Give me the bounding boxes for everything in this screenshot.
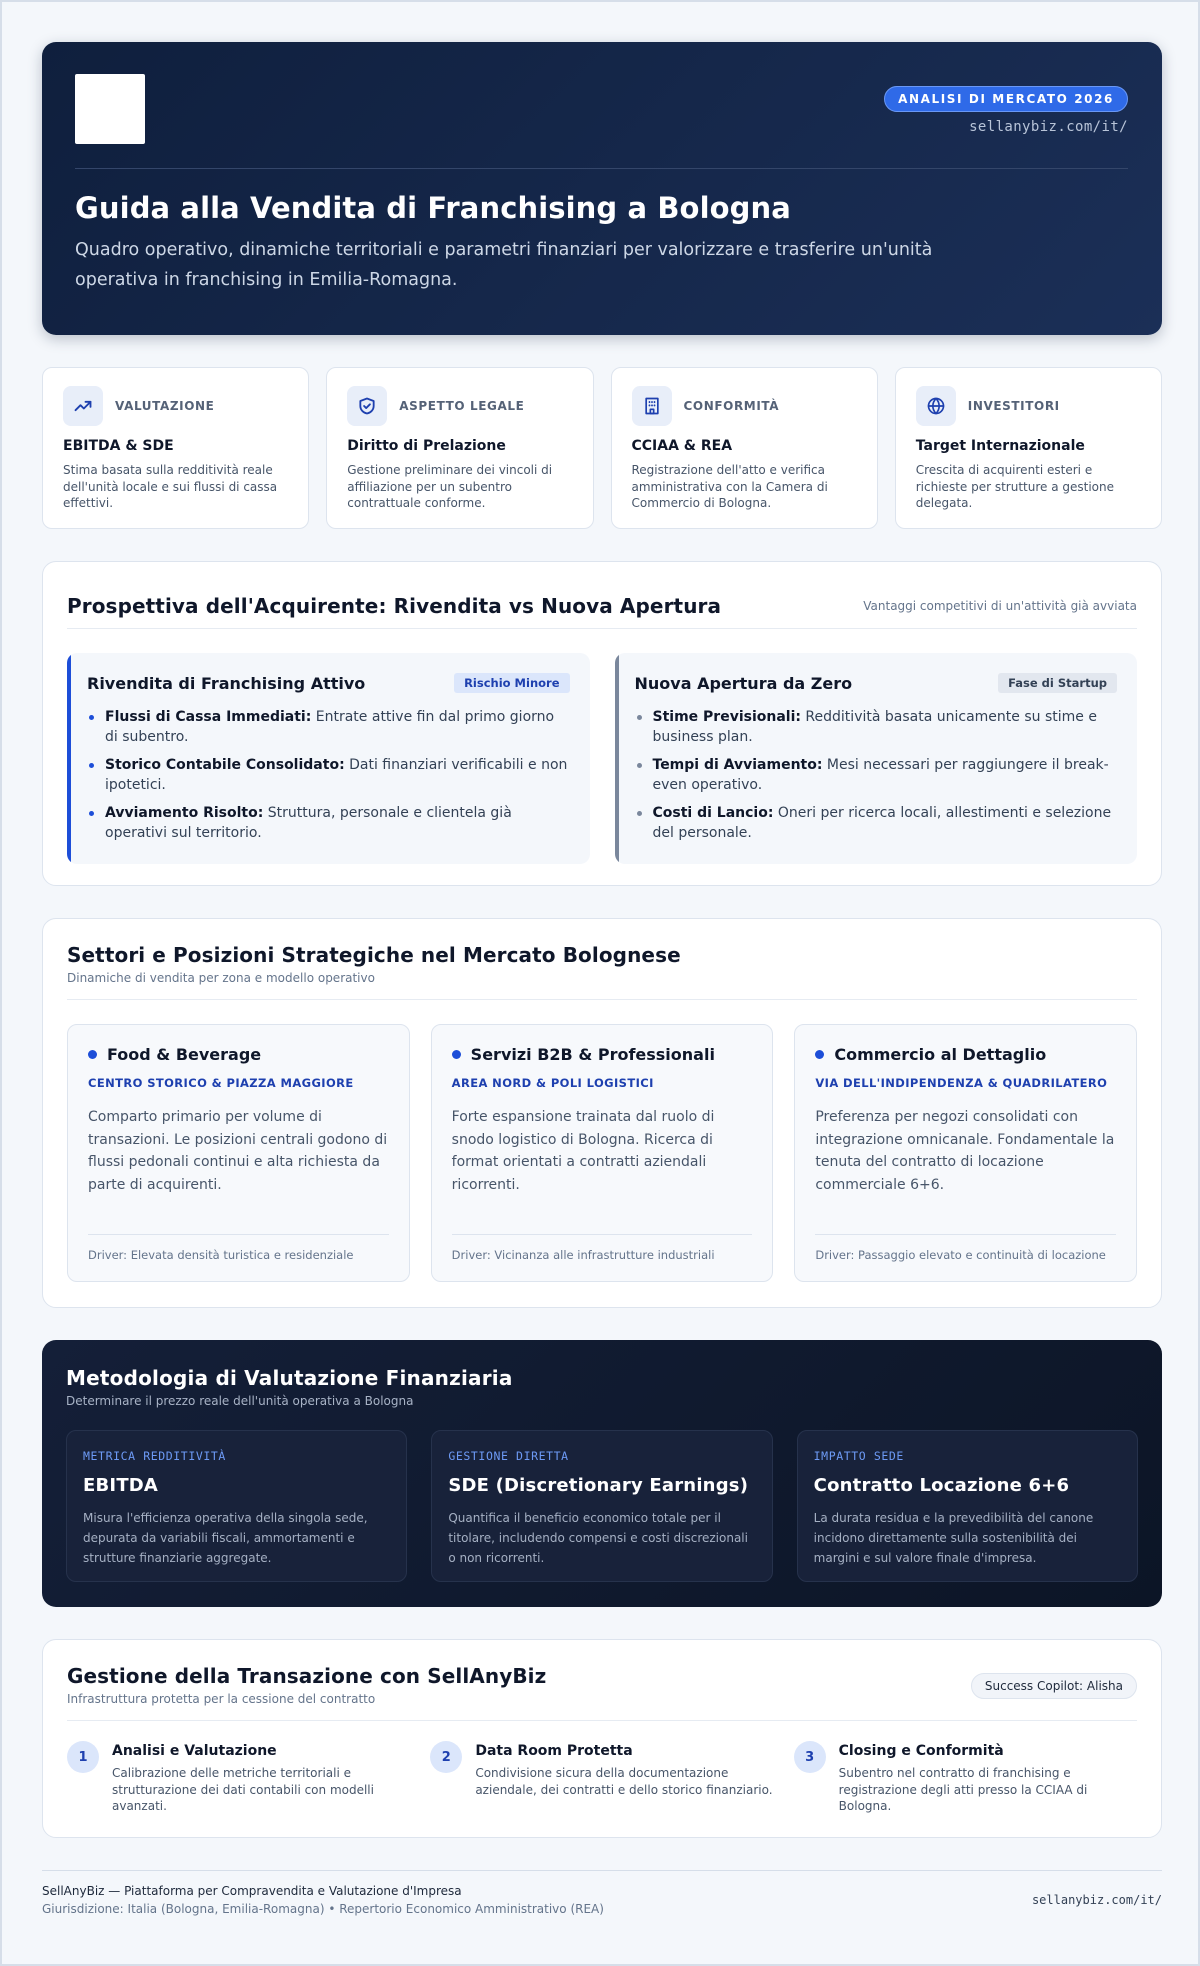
building-icon bbox=[632, 386, 672, 426]
step-title: Closing e Conformità bbox=[838, 1743, 1004, 1759]
method-description: Quantifica il beneficio economico totale per il titolare, includendo compensi e costi discrezionali o non ricorrenti. bbox=[448, 1511, 748, 1565]
list-item: Stime Previsionali: Redditività basata unicamente su stime e business plan. bbox=[635, 707, 1118, 747]
methodology-panel bbox=[42, 1340, 1162, 1607]
success-copilot-badge: Success Copilot: Alisha bbox=[971, 1673, 1137, 1699]
transaction-steps bbox=[67, 1741, 1137, 1815]
bullet-dot bbox=[815, 1050, 824, 1059]
sector-title: Commercio al Dettaglio bbox=[834, 1045, 1047, 1064]
column-title: Nuova Apertura da Zero bbox=[634, 673, 853, 693]
footer bbox=[42, 1884, 1162, 1916]
method-card-sde bbox=[431, 1430, 772, 1582]
step-number: 3 bbox=[794, 1741, 826, 1773]
feature-description: Gestione preliminare dei vincoli di affiliazione per un subentro contrattuale conforme. bbox=[347, 463, 553, 510]
sector-title: Servizi B2B & Professionali bbox=[470, 1045, 715, 1064]
section-divider bbox=[67, 628, 1137, 629]
section-divider bbox=[67, 999, 1137, 1000]
section-subtitle: Infrastruttura protetta per la cessione del contratto bbox=[67, 1692, 376, 1706]
feature-category: VALUTAZIONE bbox=[115, 399, 215, 413]
risk-list bbox=[635, 707, 1118, 843]
step-description: Calibrazione delle metriche territoriali e strutturazione dei dati contabili con modelli avanzati. bbox=[112, 1766, 374, 1813]
hero-divider bbox=[75, 168, 1128, 169]
feature-card-investitori bbox=[895, 367, 1162, 529]
list-item: Flussi di Cassa Immediati: Entrate attive fin dal primo giorno di subentro. bbox=[87, 707, 570, 747]
transaction-panel bbox=[42, 1639, 1162, 1838]
feature-category: INVESTITORI bbox=[967, 399, 1060, 413]
feature-cards bbox=[42, 367, 1162, 529]
list-item: Avviamento Risolto: Struttura, personale e clientela già operativi sul territorio. bbox=[87, 803, 570, 843]
footer-jurisdiction: Giurisdizione: Italia (Bologna, Emilia-Romagna) • Repertorio Economico Amministrativo (REA) bbox=[42, 1902, 604, 1916]
sector-driver: Driver: Elevata densità turistica e residenziale bbox=[88, 1234, 389, 1263]
sector-location: CENTRO STORICO & PIAZZA MAGGIORE bbox=[88, 1076, 354, 1090]
section-title: Gestione della Transazione con SellAnyBiz bbox=[67, 1664, 547, 1688]
sectors-panel bbox=[42, 918, 1162, 1308]
sector-description: Forte espansione trainata dal ruolo di snodo logistico di Bologna. Ricerca di format orientati a contratti aziendali ricorrenti. bbox=[451, 1109, 715, 1193]
section-aside: Vantaggi competitivi di un'attività già avviata bbox=[863, 599, 1137, 613]
method-category: IMPATTO SEDE bbox=[813, 1449, 904, 1463]
page bbox=[2, 2, 1200, 1966]
step-number: 1 bbox=[67, 1741, 99, 1773]
new-opening-column bbox=[615, 653, 1138, 864]
sector-location: VIA DELL'INDIPENDENZA & QUADRILATERO bbox=[815, 1076, 1108, 1090]
hero-banner bbox=[42, 42, 1162, 335]
step-item bbox=[67, 1741, 410, 1815]
feature-card-legale bbox=[326, 367, 593, 529]
method-title: SDE (Discretionary Earnings) bbox=[448, 1475, 749, 1496]
sector-card-b2b bbox=[431, 1024, 774, 1282]
sector-driver: Driver: Passaggio elevato e continuità di locazione bbox=[815, 1234, 1116, 1263]
feature-title: Target Internazionale bbox=[915, 438, 1085, 454]
page-title: Guida alla Vendita di Franchising a Bologna bbox=[75, 191, 791, 225]
method-card-lease bbox=[797, 1430, 1138, 1582]
method-category: GESTIONE DIRETTA bbox=[448, 1449, 569, 1463]
feature-description: Crescita di acquirenti esteri e richieste per strutture a gestione delegata. bbox=[915, 463, 1115, 510]
sector-description: Comparto primario per volume di transazioni. Le posizioni centrali godono di flussi pedonali continui e alta richiesta da parte di acquirenti. bbox=[88, 1109, 388, 1193]
list-item: Costi di Lancio: Oneri per ricerca locali, allestimenti e selezione del personale. bbox=[635, 803, 1118, 843]
hero-url[interactable]: sellanybiz.com/it/ bbox=[969, 119, 1128, 135]
method-card-ebitda bbox=[66, 1430, 407, 1582]
bullet-dot bbox=[88, 1050, 97, 1059]
column-title: Rivendita di Franchising Attivo bbox=[87, 673, 366, 693]
step-title: Analisi e Valutazione bbox=[112, 1743, 277, 1759]
section-subtitle: Determinare il prezzo reale dell'unità operativa a Bologna bbox=[66, 1394, 414, 1408]
feature-category: CONFORMITÀ bbox=[683, 399, 780, 413]
startup-tag: Fase di Startup bbox=[998, 673, 1117, 693]
footer-url[interactable]: sellanybiz.com/it/ bbox=[1031, 1893, 1162, 1907]
trending-up-icon bbox=[63, 386, 103, 426]
step-item bbox=[430, 1741, 773, 1815]
step-description: Subentro nel contratto di franchising e registrazione degli atti presso la CCIAA di Bologna. bbox=[838, 1766, 1088, 1813]
method-title: EBITDA bbox=[83, 1475, 159, 1496]
footer-divider bbox=[42, 1870, 1162, 1871]
sector-card-retail bbox=[794, 1024, 1137, 1282]
section-title: Prospettiva dell'Acquirente: Rivendita vs Nuova Apertura bbox=[67, 594, 722, 618]
sector-driver: Driver: Vicinanza alle infrastrutture industriali bbox=[452, 1234, 753, 1263]
list-item: Tempi di Avviamento: Mesi necessari per raggiungere il break-even operativo. bbox=[635, 755, 1118, 795]
market-analysis-badge: ANALISI DI MERCATO 2026 bbox=[884, 86, 1128, 112]
sector-card-food bbox=[67, 1024, 410, 1282]
globe-icon bbox=[916, 386, 956, 426]
feature-title: Diritto di Prelazione bbox=[347, 438, 506, 454]
section-subtitle: Dinamiche di vendita per zona e modello operativo bbox=[67, 971, 375, 985]
risk-tag: Rischio Minore bbox=[454, 673, 569, 693]
section-title: Metodologia di Valutazione Finanziaria bbox=[66, 1366, 513, 1390]
sector-title: Food & Beverage bbox=[107, 1045, 262, 1064]
buyer-perspective-panel bbox=[42, 561, 1162, 886]
feature-card-conformita bbox=[611, 367, 878, 529]
feature-category: ASPETTO LEGALE bbox=[399, 399, 525, 413]
footer-brand: SellAnyBiz — Piattaforma per Compravendita e Valutazione d'Impresa bbox=[42, 1884, 462, 1898]
sector-description: Preferenza per negozi consolidati con integrazione omnicanale. Fondamentale la tenuta del contratto di locazione commerciale 6+6. bbox=[815, 1109, 1115, 1193]
bullet-dot bbox=[452, 1050, 461, 1059]
feature-description: Registrazione dell'atto e verifica amministrativa con la Camera di Commercio di Bologna. bbox=[631, 463, 828, 510]
method-category: METRICA REDDITIVITÀ bbox=[83, 1449, 226, 1463]
method-title: Contratto Locazione 6+6 bbox=[813, 1475, 1070, 1496]
sector-location: AREA NORD & POLI LOGISTICI bbox=[451, 1076, 654, 1090]
step-number: 2 bbox=[430, 1741, 462, 1773]
feature-description: Stima basata sulla redditività reale dell'unità locale e sui flussi di cassa effettivi. bbox=[63, 463, 278, 510]
section-divider bbox=[67, 1720, 1137, 1721]
feature-card-valutazione bbox=[42, 367, 309, 529]
resale-column bbox=[67, 653, 590, 864]
step-description: Condivisione sicura della documentazione aziendale, dei contratti e dello storico finanziario. bbox=[475, 1766, 773, 1797]
logo-placeholder bbox=[75, 74, 145, 144]
shield-check-icon bbox=[347, 386, 387, 426]
page-subtitle: Quadro operativo, dinamiche territoriali e parametri finanziari per valorizzare e trasferire un'unità operativa in franchising in Emilia-Romagna. bbox=[75, 240, 933, 290]
step-title: Data Room Protetta bbox=[475, 1743, 633, 1759]
advantage-list bbox=[87, 707, 570, 843]
feature-title: CCIAA & REA bbox=[631, 438, 733, 454]
method-description: Misura l'efficienza operativa della singola sede, depurata da variabili fiscali, ammortamenti e strutture finanziarie aggregate. bbox=[83, 1511, 368, 1565]
method-description: La durata residua e la prevedibilità del canone incidono direttamente sulla sostenibilità dei margini e sul valore finale d'impresa. bbox=[813, 1511, 1094, 1565]
list-item: Storico Contabile Consolidato: Dati finanziari verificabili e non ipotetici. bbox=[87, 755, 570, 795]
feature-title: EBITDA & SDE bbox=[63, 438, 174, 454]
section-title: Settori e Posizioni Strategiche nel Mercato Bolognese bbox=[67, 943, 681, 967]
step-item bbox=[794, 1741, 1137, 1815]
